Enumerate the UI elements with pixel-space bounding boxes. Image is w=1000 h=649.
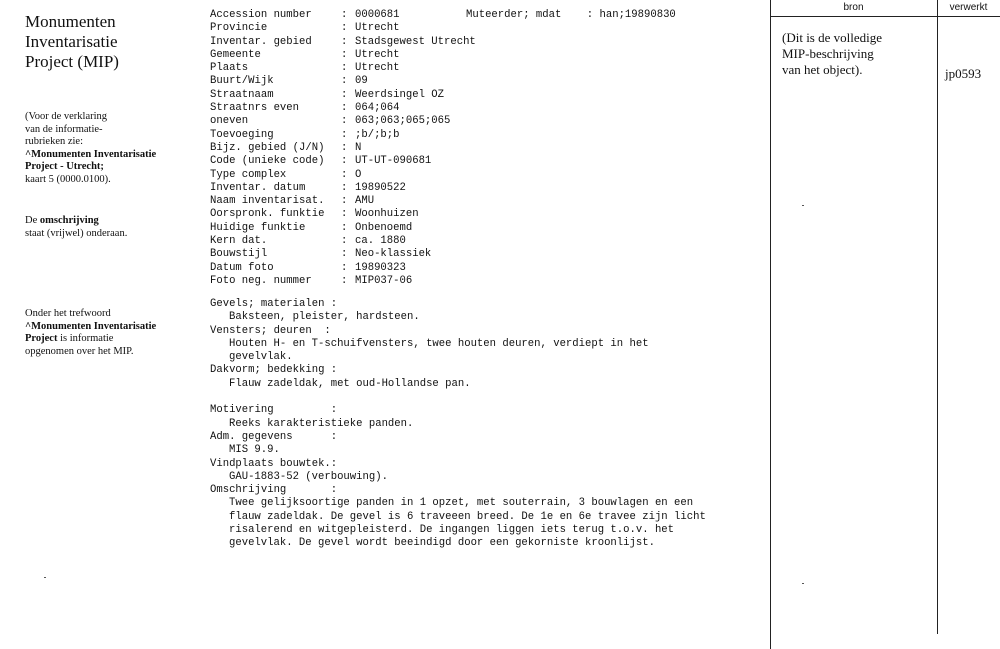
field-row [210, 275, 770, 288]
field-colon: : [341, 248, 348, 261]
field-label: Gemeente [210, 48, 261, 61]
remark-line: (Dit is de volledige [782, 30, 883, 45]
field-value: O [355, 168, 362, 181]
field-colon: : [341, 62, 348, 75]
field-label: Plaats [210, 62, 249, 75]
note-line: staat (vrijwel) onderaan. [25, 227, 128, 239]
field-colon: : [341, 221, 348, 234]
description-heading: Gevels; materialen : [210, 298, 338, 310]
field-value: MIP037-06 [355, 274, 413, 287]
title-line: Inventarisatie [25, 32, 118, 51]
field-row [210, 36, 770, 49]
scan-speck [802, 205, 804, 206]
note-line: kaart 5 (0000.0100). [25, 173, 111, 185]
title-line: Project (MIP) [25, 52, 119, 71]
field-row [210, 182, 770, 195]
field-value: 0000681 [355, 9, 400, 21]
field-value: Onbenoemd [355, 221, 413, 234]
field-colon: : [341, 274, 348, 287]
field-row [210, 115, 770, 128]
note-line: opgenomen over het MIP. [25, 345, 134, 357]
field-colon: : [341, 195, 348, 208]
field-row [210, 262, 770, 275]
field-row [210, 129, 770, 142]
processed-code: jp0593 [945, 66, 982, 81]
field-value: ca. 1880 [355, 235, 406, 248]
description-text: MIS 9.9. [229, 444, 280, 457]
field-value: Neo-klassiek [355, 248, 432, 261]
column-header-bron: bron [843, 2, 864, 13]
field-value: 064;064 [355, 102, 400, 115]
title-line: Monumenten [25, 12, 116, 31]
note-line: Onder het trefwoord [25, 308, 111, 319]
field-colon: : [341, 22, 348, 35]
field-row [210, 208, 770, 221]
field-row [210, 62, 770, 75]
field-row [210, 49, 770, 62]
field-value: Stadsgewest Utrecht [355, 35, 476, 48]
note-line: rubrieken zie: [25, 136, 84, 148]
field-label: Bijz. gebied (J/N) [210, 141, 325, 154]
description-text: flauw zadeldak. De gevel is 6 traveeen breed. De 1e en 6e travee zijn licht [229, 510, 706, 523]
field-row [210, 235, 770, 248]
description-heading: Omschrijving : [210, 484, 338, 497]
field-colon: : [341, 48, 348, 61]
field-row [210, 222, 770, 235]
field-colon: : [341, 235, 348, 248]
field-colon: : [341, 141, 348, 154]
column-divider-left [770, 0, 771, 649]
field-row [210, 248, 770, 261]
field-label: Inventar. gebied [210, 35, 312, 48]
field-colon: : [341, 35, 348, 48]
field-label: Straatnaam [210, 88, 274, 101]
description-text: Reeks karakteristieke panden. [229, 417, 414, 430]
mutation-info: Muteerder; mdat : han;19890830 [466, 9, 676, 21]
field-row [210, 195, 770, 208]
field-row [210, 142, 770, 155]
field-row [210, 169, 770, 182]
field-colon: : [341, 115, 348, 128]
field-row [210, 9, 770, 22]
description-text: gevelvlak. [229, 351, 293, 364]
header-rule [770, 16, 1000, 17]
remark-line: van het object). [782, 62, 863, 77]
field-value: Woonhuizen [355, 208, 419, 221]
field-colon: : [341, 181, 348, 194]
field-value: 09 [355, 75, 368, 88]
field-value: Utrecht [355, 48, 400, 61]
column-header-verwerkt: verwerkt [949, 2, 988, 13]
field-colon: : [341, 88, 348, 101]
description-text: Twee gelijksoortige panden in 1 opzet, met souterrain, 3 bouwlagen en een [229, 497, 694, 510]
description-text: Baksteen, pleister, hardsteen. [229, 311, 420, 324]
field-row [210, 102, 770, 115]
field-label: Kern dat. [210, 235, 268, 248]
field-value: AMU [355, 195, 375, 208]
field-label: Foto neg. nummer [210, 274, 312, 287]
field-row [210, 22, 770, 35]
column-divider-right [937, 0, 938, 634]
spacer [210, 391, 770, 404]
field-label: Bouwstijl [210, 248, 268, 261]
field-row [210, 89, 770, 102]
field-label: Accession number [210, 9, 312, 21]
field-value: ;b/;b;b [355, 128, 400, 141]
note-line: ^Monumenten Inventarisatie [25, 148, 157, 160]
field-value: N [355, 141, 362, 154]
field-label: Oorspronk. funktie [210, 208, 325, 221]
field-label: Code (unieke code) [210, 155, 325, 168]
description-heading: Motivering : [210, 404, 338, 417]
keyword-note [25, 308, 200, 358]
field-colon: : [341, 208, 348, 221]
note-line: Project is informatie [25, 333, 114, 345]
field-value: Weerdsingel OZ [355, 88, 445, 101]
description-heading: Vensters; deuren : [210, 324, 331, 337]
field-value: Utrecht [355, 22, 400, 35]
remark-line: MIP-beschrijving [782, 46, 874, 61]
description-heading: Dakvorm; bedekking : [210, 364, 338, 377]
description-note [25, 215, 200, 240]
field-colon: : [341, 168, 348, 181]
description-text: Houten H- en T-schuifvensters, twee houten deuren, verdiept in het [229, 337, 649, 350]
field-label: Huidige funktie [210, 221, 306, 234]
reference-note [25, 111, 200, 187]
note-line: van de informatie- [25, 123, 103, 135]
field-label: Straatnrs even [210, 102, 300, 115]
note-line: ^Monumenten Inventarisatie [25, 320, 157, 332]
description-text: GAU-1883-52 (verbouwing). [229, 470, 388, 483]
field-colon: : [341, 155, 348, 168]
field-value: Utrecht [355, 62, 400, 75]
description-heading: Vindplaats bouwtek.: [210, 457, 338, 470]
description-heading: Adm. gegevens : [210, 430, 338, 443]
description-text: Flauw zadeldak, met oud-Hollandse pan. [229, 377, 471, 390]
document-title [25, 12, 195, 72]
field-row [210, 75, 770, 88]
record-description [210, 298, 770, 551]
field-value: UT-UT-090681 [355, 155, 432, 168]
field-colon: : [341, 75, 348, 88]
field-colon: : [341, 102, 348, 115]
description-text: gevelvlak. De gevel wordt beeindigd door een gekorniste kroonlijst. [229, 537, 655, 550]
note-line: De omschrijving [25, 215, 99, 226]
field-label: Inventar. datum [210, 181, 306, 194]
record-fields [210, 9, 770, 288]
scan-speck [802, 583, 804, 584]
field-label: Naam inventarisat. [210, 195, 325, 208]
field-colon: : [341, 261, 348, 274]
field-row [210, 155, 770, 168]
description-text: risalerend en witgepleisterd. De ingangen liggen iets terug t.o.v. het [229, 524, 675, 537]
scan-speck [44, 577, 46, 578]
field-label: Toevoeging [210, 128, 274, 141]
note-line: (Voor de verklaring [25, 111, 108, 122]
field-label: oneven [210, 115, 249, 128]
note-line: Project - Utrecht; [25, 161, 104, 173]
field-label: Buurt/Wijk [210, 75, 274, 88]
source-remark [782, 30, 932, 78]
field-value: 19890522 [355, 181, 406, 194]
field-value: 063;063;065;065 [355, 115, 451, 128]
field-label: Provincie [210, 22, 268, 35]
field-colon: : [341, 9, 348, 21]
field-value: 19890323 [355, 261, 406, 274]
field-colon: : [341, 128, 348, 141]
field-label: Datum foto [210, 261, 274, 274]
field-label: Type complex [210, 168, 287, 181]
